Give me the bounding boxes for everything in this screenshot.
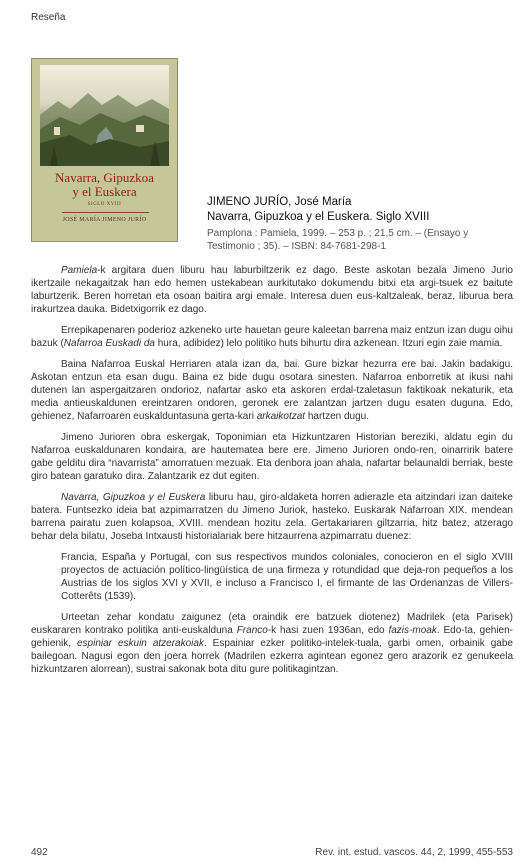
citation-block bbox=[207, 195, 513, 253]
citation-title: Navarra, Gipuzkoa y el Euskera. Siglo XVIII bbox=[207, 211, 430, 223]
cover-title-line1: Navarra, Gipuzkoa bbox=[55, 170, 154, 185]
citation-author: JIMENO JURÍO, José María bbox=[207, 196, 352, 208]
text: . Edo-ta, gehien-gehienik, bbox=[31, 625, 513, 649]
paragraph-4: Jimeno Jurioren obra eskergak, Toponimian eta Hizkuntzaren Historian bereziki, aldatu egin du Nafarroa euskaldunaren kondaira, are hautematea bere ere. Jimeno Jurioren ondo-ren, oinarririk batere gabe gelditu dira “navarrista” amorratuen mezuak. Eta denbora joan ahala, nafartar belaunaldi berriak, beste giro batean garatuko dira. Zalantzarik ez dut egiten. bbox=[31, 432, 513, 482]
cover-divider bbox=[62, 212, 149, 213]
text: hartzen dugu. bbox=[305, 411, 369, 422]
text: liburu hau, giro-aldaketa horren adierazle eta aitzindari izan daiteke batera. Funtsezko ideia bat azpimarratzen du Jimeno Juriok, hasteko. Euskarak Nafarroan XIX. mendean barrena pairatu zuen kolapsoa, XVIII. mendean hozitu zela. Gertakariaren giltzarria, hitz batez, atzerago behar dela bilatu, Joseba Intxausti historialariak bere hitzaurrena azpimarratu duenez: bbox=[31, 492, 513, 542]
emphasis: espiniar eskuin atzerakoiak bbox=[76, 638, 204, 649]
text: Urteetan zehar kondatu zaigunez (eta oraindik ere batzuek diotenez) Madrilek (eta Parisek) euskararen kontrako politika anti-euskalduna bbox=[31, 612, 513, 636]
page-number: 492 bbox=[31, 847, 48, 858]
emphasis: Pamiela bbox=[61, 265, 98, 276]
text: -k hasi zuen 1936an, edo bbox=[267, 625, 389, 636]
text: Errepikapenaren poderioz azkeneko urte hauetan geure kaleetan barrena maiz entzun izan dugu oihu bazuk ( bbox=[31, 325, 513, 349]
cover-illustration bbox=[40, 65, 169, 166]
paragraph-1 bbox=[31, 264, 513, 316]
landscape-illustration bbox=[40, 65, 169, 166]
section-label: Reseña bbox=[31, 12, 66, 23]
citation-publication: Pamplona : Pamiela, 1999. – 253 p. ; 21,5 cm. – (Ensayo y Testimonio ; 35). – ISBN: 84-7681-298-1 bbox=[207, 228, 469, 252]
emphasis: Nafarroa Euskadi da bbox=[63, 338, 155, 349]
paragraph-6 bbox=[31, 611, 513, 676]
text: Baina Nafarroa Euskal Herriaren atala izan da, bai. Gure bizkar hezurra ere bai. Jakin badakigu. Askotan entzun eta esan dugu. Baina ez bide dugu osotara sinesten. Nafarroa enborretik at ikusi nahi dutenen lan aspergaitzaren ondorioz, nafartar asko eta askoren erdal-tzaletasun faktikoak nekaturik, eta media antieuskaldunen ereintzaren ondoren, geronek ere zalantzan jartzen dugu esaten duguna. Edo, gehienez, Nafarroaren euskalduntasuna gerta-kari bbox=[31, 359, 513, 422]
cover-subtitle: SIGLO XVIII bbox=[87, 202, 122, 207]
book-cover bbox=[31, 58, 178, 242]
emphasis: fazis-moak bbox=[388, 625, 437, 636]
block-quote: Francia, España y Portugal, con sus respectivos mundos coloniales, conocieron en el siglo XVIII proyectos de actuación político-lingüística de una firmeza y rotundidad que deja-ron pequeños a los Austrias de los siglos XVI y XVII, e incluso a Francisco I, el firmante de las Ordenanzas de Villers-Cotterêts (1539). bbox=[61, 552, 513, 602]
paragraph-3 bbox=[31, 358, 513, 423]
text: . Espainiar ezker politiko-intelek-tuala, garbi omen, orbainik gabe bailegoan. Nagusi egon den joera horrek (Madrilen ezkerra agintean egonez gero arazorik ez genukeela hizkuntzaren alorrean), sustrai sakonak bota ditu gure politikagintzan. bbox=[31, 638, 513, 675]
journal-reference: Rev. int. estud. vascos. 44, 2, 1999, 455-553 bbox=[315, 847, 513, 858]
paragraph-2 bbox=[31, 324, 513, 350]
cover-title-line2: y el Euskera bbox=[72, 184, 137, 199]
emphasis: Franco bbox=[236, 625, 268, 636]
paragraph-5 bbox=[31, 491, 513, 543]
review-body bbox=[31, 264, 513, 676]
cover-author: JOSÉ MARÍA JIMENO JURÍO bbox=[62, 217, 147, 223]
emphasis: arkaikotzat bbox=[256, 411, 306, 422]
text: hura, adibidez) lelo politiko huts bihurtu dira azkenean. Itzuri egin zaie mamia. bbox=[154, 338, 503, 349]
text: -k argitara duen liburu hau laburbiltzerik ez dago. Beste askotan bezala Jimeno Jurio ikertzaile nekagaitzak han edo hemen ustekabean aurkitutako dokumendu bitxi eta argi-tsuek ez baitute laburtzerik. Beren horretan eta osoan baitira argi emale. Interesa duen eus-kaltzaleak, beraz, liburua bera irakurtzea dauka. Bidetxigorrik ez dago. bbox=[31, 265, 513, 315]
emphasis: Navarra, Gipuzkoa y el Euskera bbox=[61, 492, 206, 503]
